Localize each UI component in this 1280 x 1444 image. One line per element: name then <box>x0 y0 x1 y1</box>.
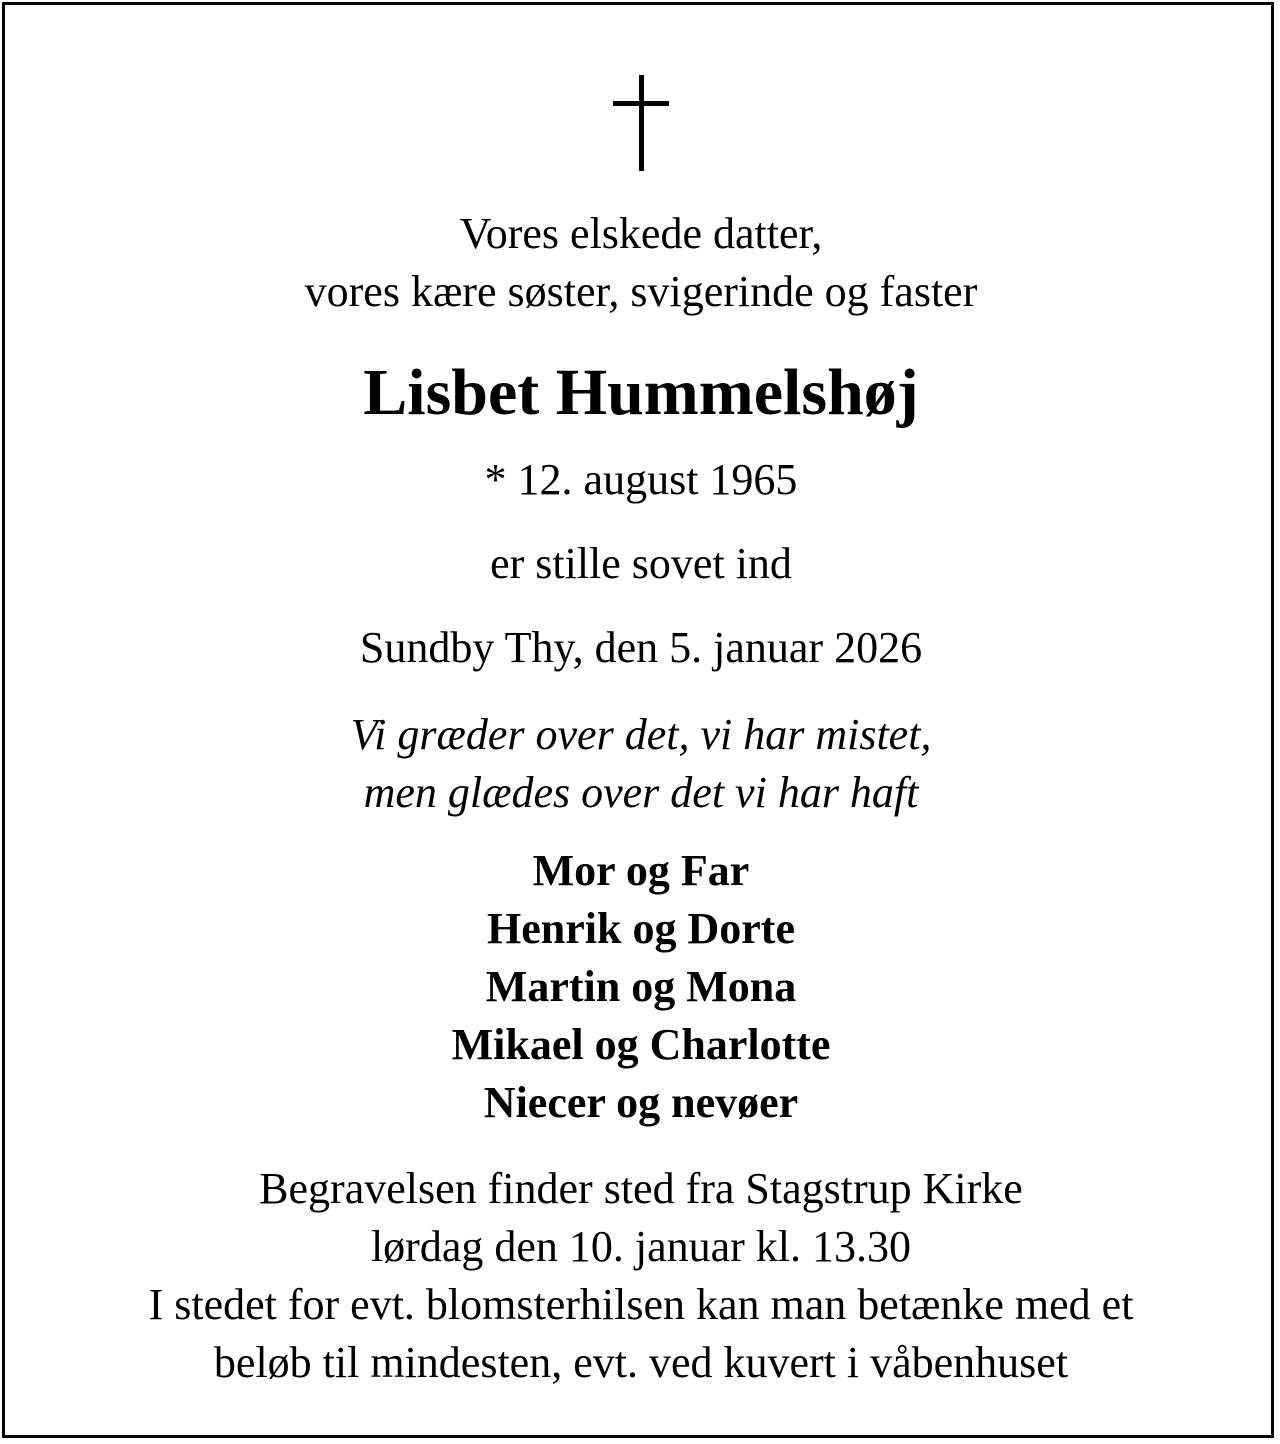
funeral-info <box>5 1160 1277 1392</box>
family-member: Martin og Mona <box>485 962 797 1011</box>
funeral-line: I stedet for evt. blomsterhilsen kan man betænke med et <box>148 1280 1134 1329</box>
quote-line: men glædes over det vi har haft <box>363 768 919 817</box>
intro-line: vores kære søster, svigerinde og faster <box>304 267 978 316</box>
cross-icon <box>605 75 677 171</box>
intro-line: Vores elskede datter, <box>459 209 823 258</box>
family-list <box>5 842 1277 1132</box>
quote-line: Vi græder over det, vi har mistet, <box>350 710 932 759</box>
obituary-frame <box>2 2 1274 1438</box>
memorial-quote <box>5 706 1277 822</box>
funeral-line: lørdag den 10. januar kl. 13.30 <box>370 1222 912 1271</box>
family-member: Henrik og Dorte <box>487 904 795 953</box>
family-member: Mor og Far <box>532 846 750 895</box>
funeral-line: beløb til mindesten, evt. ved kuvert i våbenhuset <box>213 1338 1069 1387</box>
intro-text <box>5 205 1277 321</box>
place-date: Sundby Thy, den 5. januar 2026 <box>359 623 923 672</box>
passed-text: er stille sovet ind <box>490 539 792 588</box>
funeral-line: Begravelsen finder sted fra Stagstrup Kirke <box>259 1164 1023 1213</box>
birth-date: * 12. august 1965 <box>484 455 798 504</box>
family-member: Mikael og Charlotte <box>451 1020 831 1069</box>
deceased-name: Lisbet Hummelshøj <box>363 356 919 429</box>
family-member: Niecer og nevøer <box>483 1078 799 1127</box>
